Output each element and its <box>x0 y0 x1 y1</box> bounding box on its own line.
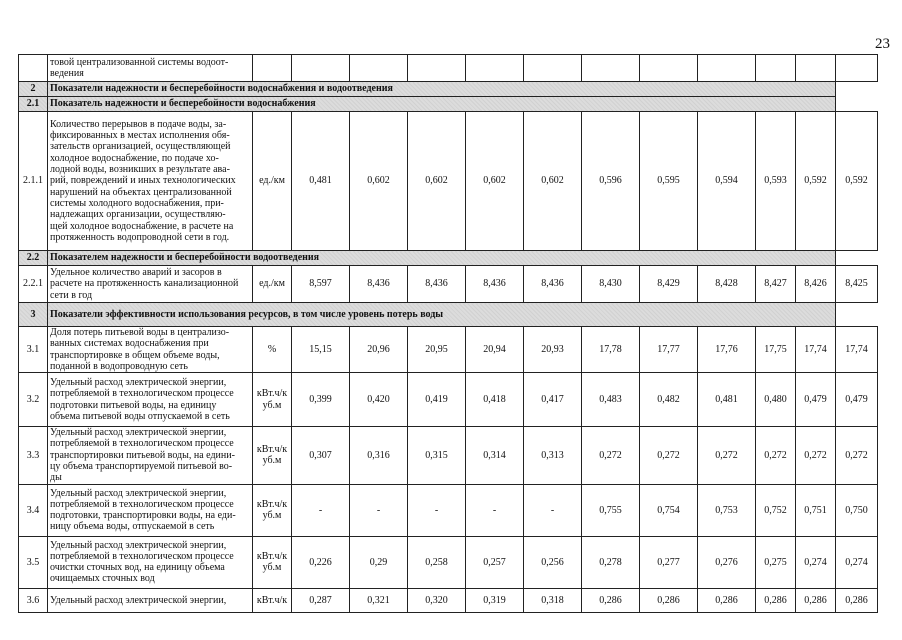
value-cell: 0,314 <box>466 427 524 484</box>
value-cell: 0,750 <box>836 484 878 536</box>
value-cell: 0,307 <box>292 427 350 484</box>
value-cell <box>836 55 878 82</box>
section-row <box>19 251 878 266</box>
value-cell: 0,754 <box>640 484 698 536</box>
section-title: Показатели надежности и бесперебойности водоснабжения и водоотведения <box>48 82 836 97</box>
value-cell: 15,15 <box>292 327 350 373</box>
section-row <box>19 97 878 112</box>
value-cell: 0,277 <box>640 536 698 588</box>
value-cell: 0,272 <box>836 427 878 484</box>
section-title: Показатели эффективности использования ресурсов, в том числе уровень потерь воды <box>48 303 836 327</box>
table-row <box>19 427 878 484</box>
unit-cell: кВт.ч/к уб.м <box>253 484 292 536</box>
indicator-name: Удельный расход электрической энергии, <box>48 588 253 612</box>
unit-cell: кВт.ч/к уб.м <box>253 373 292 427</box>
row-number: 3.3 <box>19 427 48 484</box>
value-cell: 0,602 <box>350 112 408 251</box>
table-row <box>19 536 878 588</box>
value-cell: 0,593 <box>756 112 796 251</box>
value-cell: 0,320 <box>408 588 466 612</box>
value-cell: 8,597 <box>292 266 350 303</box>
row-number: 3.5 <box>19 536 48 588</box>
value-cell: 0,602 <box>408 112 466 251</box>
indicators-table <box>18 54 878 613</box>
section-number: 2.1 <box>19 97 48 112</box>
value-cell: 0,256 <box>524 536 582 588</box>
value-cell: - <box>292 484 350 536</box>
value-cell: 8,436 <box>466 266 524 303</box>
value-cell: 0,480 <box>756 373 796 427</box>
table-row <box>19 373 878 427</box>
indicator-name: товой централизованной системы водоот- ведения <box>48 55 253 82</box>
page-number: 23 <box>875 36 890 52</box>
value-cell: 20,93 <box>524 327 582 373</box>
value-cell: 20,95 <box>408 327 466 373</box>
value-cell: 8,430 <box>582 266 640 303</box>
value-cell: 0,272 <box>756 427 796 484</box>
unit-cell: кВт.ч/к уб.м <box>253 427 292 484</box>
value-cell <box>524 55 582 82</box>
value-cell <box>292 55 350 82</box>
value-cell: 0,286 <box>756 588 796 612</box>
value-cell: 0,596 <box>582 112 640 251</box>
value-cell <box>582 55 640 82</box>
value-cell: 0,751 <box>796 484 836 536</box>
value-cell: 0,592 <box>836 112 878 251</box>
value-cell: 8,427 <box>756 266 796 303</box>
table-row <box>19 112 878 251</box>
value-cell: 0,602 <box>524 112 582 251</box>
value-cell: 8,428 <box>698 266 756 303</box>
value-cell: 0,595 <box>640 112 698 251</box>
unit-cell <box>253 55 292 82</box>
section-number: 2 <box>19 82 48 97</box>
row-number: 3.1 <box>19 327 48 373</box>
table-row <box>19 327 878 373</box>
row-number: 3.4 <box>19 484 48 536</box>
value-cell: 0,602 <box>466 112 524 251</box>
value-cell: 17,76 <box>698 327 756 373</box>
value-cell: 0,278 <box>582 536 640 588</box>
value-cell <box>640 55 698 82</box>
value-cell: 0,418 <box>466 373 524 427</box>
value-cell: 17,75 <box>756 327 796 373</box>
section-title: Показателем надежности и бесперебойности водоотведения <box>48 251 836 266</box>
value-cell: 0,286 <box>836 588 878 612</box>
table-row <box>19 588 878 612</box>
value-cell: 0,272 <box>582 427 640 484</box>
value-cell: 0,272 <box>698 427 756 484</box>
value-cell: 0,399 <box>292 373 350 427</box>
value-cell: 0,479 <box>796 373 836 427</box>
value-cell: 0,272 <box>640 427 698 484</box>
value-cell: 0,286 <box>582 588 640 612</box>
indicator-name: Количество перерывов в подаче воды, за- фиксированных в местах исполнения обя- зательств организацией, осуществляющей холодное водоснабжение, по подаче хо- лодной воды, возникших в результате ава- рий, повреждений и иных технологических нарушений на объектах централизованной системы холодного водоснабжения, при- надлежащих организации, осуществляю- щей холодное водоснабжение, в расчете на протяженность водопроводной сети в год. <box>48 112 253 251</box>
indicator-name: Удельное количество аварий и засоров в расчете на протяженность канализационной сети в год <box>48 266 253 303</box>
value-cell <box>466 55 524 82</box>
unit-cell: кВт.ч/к уб.м <box>253 536 292 588</box>
value-cell: 0,286 <box>640 588 698 612</box>
value-cell: 0,29 <box>350 536 408 588</box>
value-cell: 0,752 <box>756 484 796 536</box>
value-cell <box>756 55 796 82</box>
value-cell: 17,74 <box>836 327 878 373</box>
unit-cell: ед./км <box>253 112 292 251</box>
unit-cell: кВт.ч/к <box>253 588 292 612</box>
indicator-name: Удельный расход электрической энергии, потребляемой в технологическом процессе подготовки, транспортировки воды, на еди- ницу объема воды, отпускаемой в сеть <box>48 484 253 536</box>
value-cell: 0,286 <box>796 588 836 612</box>
section-row <box>19 303 878 327</box>
value-cell: 0,482 <box>640 373 698 427</box>
value-cell: 0,479 <box>836 373 878 427</box>
value-cell: 0,755 <box>582 484 640 536</box>
table-row <box>19 484 878 536</box>
value-cell <box>408 55 466 82</box>
value-cell: 0,481 <box>292 112 350 251</box>
value-cell: 0,274 <box>796 536 836 588</box>
value-cell: 0,753 <box>698 484 756 536</box>
value-cell: 0,274 <box>836 536 878 588</box>
value-cell: 0,316 <box>350 427 408 484</box>
value-cell: 17,77 <box>640 327 698 373</box>
value-cell: 8,429 <box>640 266 698 303</box>
value-cell: 8,436 <box>524 266 582 303</box>
value-cell: 0,286 <box>698 588 756 612</box>
value-cell: 0,483 <box>582 373 640 427</box>
value-cell: 0,257 <box>466 536 524 588</box>
value-cell: 0,319 <box>466 588 524 612</box>
value-cell: 0,594 <box>698 112 756 251</box>
row-number: 2.2.1 <box>19 266 48 303</box>
row-number: 3.6 <box>19 588 48 612</box>
value-cell: 20,96 <box>350 327 408 373</box>
indicator-name: Удельный расход электрической энергии, потребляемой в технологическом процессе транспортировки питьевой воды, на едини- цу объема транспортируемой питьевой во- ды <box>48 427 253 484</box>
table-row <box>19 55 878 82</box>
unit-cell: % <box>253 327 292 373</box>
section-row <box>19 82 878 97</box>
value-cell: 0,318 <box>524 588 582 612</box>
value-cell: 0,321 <box>350 588 408 612</box>
value-cell: 17,78 <box>582 327 640 373</box>
value-cell: - <box>350 484 408 536</box>
value-cell: 20,94 <box>466 327 524 373</box>
section-title: Показатель надежности и бесперебойности водоснабжения <box>48 97 836 112</box>
section-number: 3 <box>19 303 48 327</box>
value-cell: - <box>466 484 524 536</box>
value-cell: 0,420 <box>350 373 408 427</box>
value-cell: 8,426 <box>796 266 836 303</box>
row-number: 2.1.1 <box>19 112 48 251</box>
value-cell: 17,74 <box>796 327 836 373</box>
value-cell: 0,275 <box>756 536 796 588</box>
value-cell: 8,436 <box>350 266 408 303</box>
value-cell: 0,313 <box>524 427 582 484</box>
row-number: 3.2 <box>19 373 48 427</box>
indicator-name: Удельный расход электрической энергии, потребляемой в технологическом процессе подготовки питьевой воды, на единицу объема питьевой воды отпускаемой в сеть <box>48 373 253 427</box>
value-cell: - <box>408 484 466 536</box>
value-cell: 0,276 <box>698 536 756 588</box>
value-cell: 0,592 <box>796 112 836 251</box>
value-cell: 0,315 <box>408 427 466 484</box>
value-cell <box>698 55 756 82</box>
value-cell: - <box>524 484 582 536</box>
value-cell: 0,226 <box>292 536 350 588</box>
table-row <box>19 266 878 303</box>
section-number: 2.2 <box>19 251 48 266</box>
value-cell: 0,272 <box>796 427 836 484</box>
unit-cell: ед./км <box>253 266 292 303</box>
row-number <box>19 55 48 82</box>
value-cell: 0,417 <box>524 373 582 427</box>
value-cell: 0,258 <box>408 536 466 588</box>
indicator-name: Удельный расход электрической энергии, потребляемой в технологическом процессе очистки сточных вод, на единицу объема очищаемых сточных вод <box>48 536 253 588</box>
value-cell: 0,419 <box>408 373 466 427</box>
indicator-name: Доля потерь питьевой воды в централизо- ванных системах водоснабжения при транспортировке в общем объеме воды, поданной в водопроводную сеть <box>48 327 253 373</box>
value-cell: 0,481 <box>698 373 756 427</box>
value-cell: 8,425 <box>836 266 878 303</box>
value-cell <box>796 55 836 82</box>
value-cell: 8,436 <box>408 266 466 303</box>
value-cell <box>350 55 408 82</box>
value-cell: 0,287 <box>292 588 350 612</box>
